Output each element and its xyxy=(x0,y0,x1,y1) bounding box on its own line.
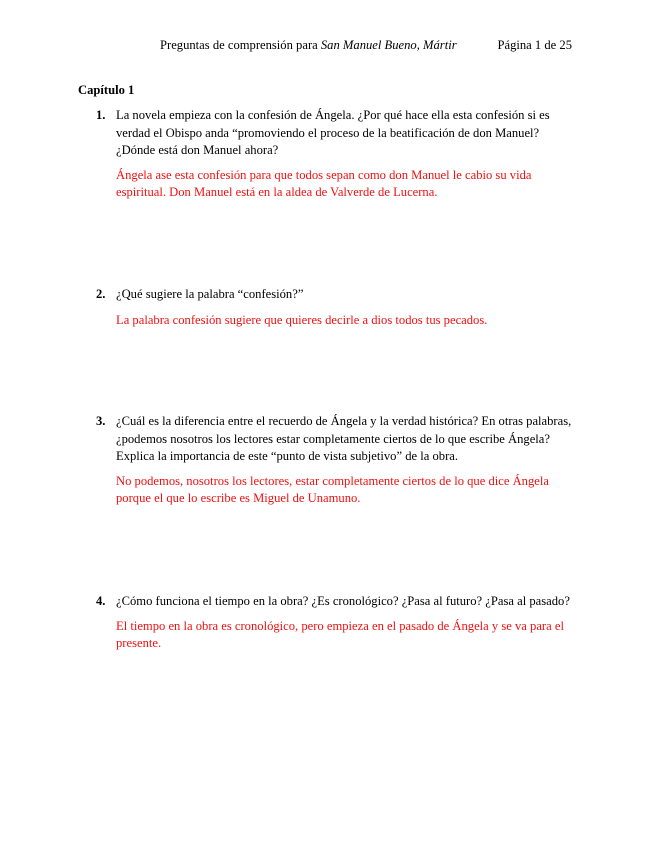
page-number: Página 1 de 25 xyxy=(497,38,572,52)
chapter-heading: Capítulo 1 xyxy=(78,83,135,97)
answer-text: No podemos, nosotros los lectores, estar completamente ciertos de lo que dice Ángela porque el que lo escribe es Miguel de Unamuno. xyxy=(116,473,549,506)
question-number: 2. xyxy=(96,287,106,301)
question-text: ¿Qué sugiere la palabra “confesión?” xyxy=(116,287,304,301)
question-item xyxy=(96,413,576,508)
question-number: 1. xyxy=(96,108,106,122)
question-number: 3. xyxy=(96,414,106,428)
answer-text: El tiempo en la obra es cronológico, pero empieza en el pasado de Ángela y se va para el presente. xyxy=(116,618,564,651)
answer-text: La palabra confesión sugiere que quieres decirle a dios todos tus pecados. xyxy=(116,312,488,327)
question-item xyxy=(96,107,576,202)
document-title-work: San Manuel Bueno, Mártir xyxy=(320,38,457,52)
document-title xyxy=(160,37,457,55)
document-title-prefix: Preguntas de comprensión para xyxy=(160,38,321,52)
question-text: ¿Cuál es la diferencia entre el recuerdo de Ángela y la verdad histórica? En otras palabras, ¿podemos nosotros los lectores estar completamente ciertos de lo que escribe Ángela? Explica la importancia de este “punto de vista subjetivo” de la obra. xyxy=(116,414,572,464)
question-item xyxy=(96,286,576,329)
answer-text: Ángela ase esta confesión para que todos sepan como don Manuel le cabio su vida espiritual. Don Manuel está en la aldea de Valverde de Lucerna. xyxy=(116,167,532,200)
question-text: ¿Cómo funciona el tiempo en la obra? ¿Es cronológico? ¿Pasa al futuro? ¿Pasa al pasado? xyxy=(116,594,570,608)
question-text: La novela empieza con la confesión de Ángela. ¿Por qué hace ella esta confesión si es verdad el Obispo anda “promoviendo el proceso de la beatificación de don Manuel? ¿Dónde está don Manuel ahora? xyxy=(116,108,550,158)
question-item xyxy=(96,593,576,653)
page-header xyxy=(160,37,572,55)
question-number: 4. xyxy=(96,594,106,608)
